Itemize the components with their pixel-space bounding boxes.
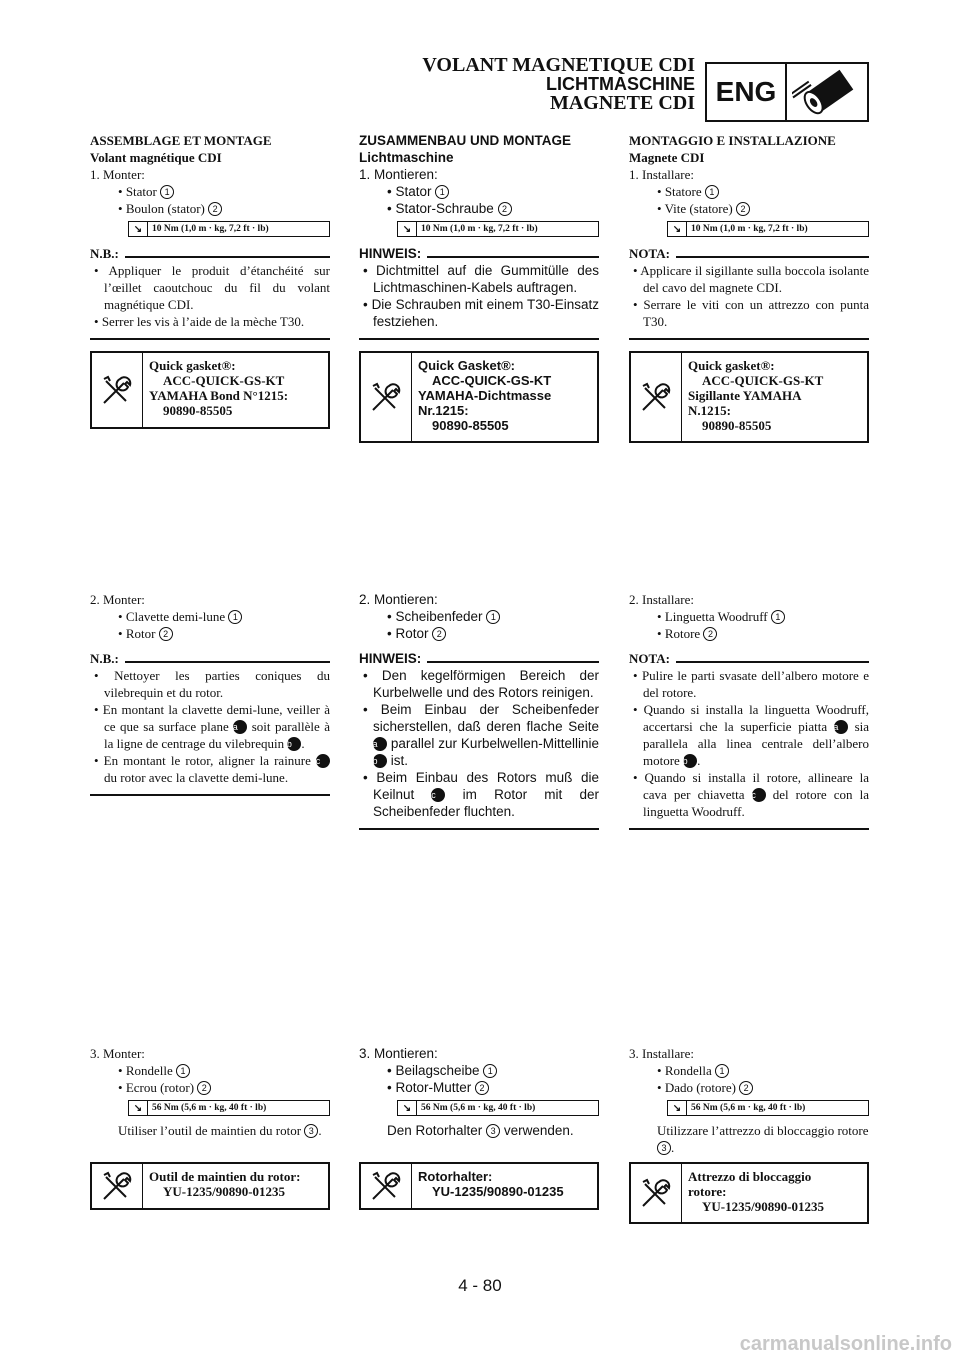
de-s1-torque: ↘ 10 Nm (1,0 m · kg, 7,2 ft · lb) [397, 221, 599, 237]
it-s2-item1: • Linguetta Woodruff 1 [629, 608, 869, 625]
wrench-icon: ↘ [668, 1101, 687, 1115]
it-step3-block [629, 1045, 869, 1156]
de-step-3: 3. Montieren: [359, 1046, 438, 1061]
title-fr: VOLANT MAGNETIQUE CDI [422, 54, 695, 76]
badge-label: ENG [707, 64, 787, 120]
it-s3-torque: ↘ 56 Nm (5,6 m · kg, 40 ft · lb) [667, 1100, 869, 1116]
fr-step-3: 3. Monter: [90, 1046, 145, 1061]
de-step1-block [359, 132, 599, 340]
tool-icon [631, 1164, 682, 1222]
tool-icon [631, 353, 682, 441]
fr-step1-block [90, 132, 330, 340]
engine-piston-icon [787, 64, 867, 120]
de-s3-torque: ↘ 56 Nm (5,6 m · kg, 40 ft · lb) [397, 1100, 599, 1116]
fr-step-2: 2. Monter: [90, 592, 145, 607]
de-step-1: 1. Montieren: [359, 167, 438, 182]
it-sub-title: Magnete CDI [629, 150, 705, 165]
fr-step-1: 1. Monter: [90, 167, 145, 182]
fr-s2-bullet2: • En montant la clavette demi-lune, veiller à ce que sa surface plane a soit parallèle à la ligne de centrage du vilebrequin b . [90, 701, 330, 752]
fr-tool-box-1: Quick gasket®: ACC-QUICK-GS-KT YAMAHA Bond N°1215: 90890-85505 [90, 351, 330, 429]
de-tool-box-2: Rotorhalter: YU-1235/90890-01235 [359, 1162, 599, 1210]
tool-icon [361, 1164, 412, 1208]
it-step-2: 2. Installare: [629, 592, 694, 607]
watermark: carmanualsonline.info [739, 1333, 952, 1355]
it-s2-bullet3: • Quando si installa il rotore, allineare la cava per chiavetta c del rotore con la linguetta Woodruff. [629, 769, 869, 820]
de-s1-bullet1: • Dichtmittel auf die Gummitülle des Lichtmaschinen-Kabels auftragen. [359, 262, 599, 296]
de-s3-item1: • Beilagscheibe 1 [359, 1062, 599, 1079]
it-section-title: MONTAGGIO E INSTALLAZIONE [629, 133, 836, 148]
de-s3-item2: • Rotor-Mutter 2 [359, 1079, 599, 1096]
it-s1-item2: • Vite (statore) 2 [629, 200, 869, 217]
fr-sub-title: Volant magnétique CDI [90, 150, 222, 165]
fr-step2-block [90, 591, 330, 796]
wrench-icon: ↘ [398, 222, 417, 236]
fr-tool-box-2: Outil de maintien du rotor: YU-1235/90890-01235 [90, 1162, 330, 1210]
fr-s1-note-head: N.B.: [90, 245, 330, 262]
it-step1-block [629, 132, 869, 340]
header-titles [422, 56, 695, 113]
title-it: MAGNETE CDI [549, 92, 695, 114]
fr-s2-item2: • Rotor 2 [90, 625, 330, 642]
de-sub-title: Lichtmaschine [359, 150, 454, 165]
de-step3-block [359, 1045, 599, 1139]
wrench-icon: ↘ [398, 1101, 417, 1115]
fr-s1-item2: • Boulon (stator) 2 [90, 200, 330, 217]
fr-s2-item1: • Clavette demi-lune 1 [90, 608, 330, 625]
fr-s1-torque: ↘ 10 Nm (1,0 m · kg, 7,2 ft · lb) [128, 221, 330, 237]
fr-s1-item1: • Stator 1 [90, 183, 330, 200]
fr-s3-torque: ↘ 56 Nm (5,6 m · kg, 40 ft · lb) [128, 1100, 330, 1116]
fr-s3-item2: • Ecrou (rotor) 2 [90, 1079, 330, 1096]
it-s1-note-head: NOTA: [629, 245, 869, 262]
de-tool-box-1: Quick Gasket®: ACC-QUICK-GS-KT YAMAHA-Dichtmasse Nr.1215: 90890-85505 [359, 351, 599, 443]
it-s3-item2: • Dado (rotore) 2 [629, 1079, 869, 1096]
it-s1-item1: • Statore 1 [629, 183, 869, 200]
it-s3-item1: • Rondella 1 [629, 1062, 869, 1079]
it-s2-bullet2: • Quando si installa la linguetta Woodruff, accertarsi che la superficie piatta a sia parallela alla linea centrale dell’albero motore b . [629, 701, 869, 769]
it-s1-torque: ↘ 10 Nm (1,0 m · kg, 7,2 ft · lb) [667, 221, 869, 237]
fr-section-title: ASSEMBLAGE ET MONTAGE [90, 133, 272, 148]
title-de: LICHTMASCHINE [546, 74, 695, 94]
wrench-icon: ↘ [129, 222, 148, 236]
de-s2-item2: • Rotor 2 [359, 625, 599, 642]
de-s1-note-head: HINWEIS: [359, 245, 599, 262]
de-s1-item1: • Stator 1 [359, 183, 599, 200]
it-step2-block [629, 591, 869, 830]
de-s2-bullet3: • Beim Einbau des Rotors muß die Keilnut c im Rotor mit der Scheibenfeder fluchten. [359, 769, 599, 820]
it-tool-box-1: Quick gasket®: ACC-QUICK-GS-KT Sigillante YAMAHA N.1215: 90890-85505 [629, 351, 869, 443]
it-s3-cont: Utilizzare l’attrezzo di bloccaggio rotore 3 . [657, 1123, 869, 1155]
page-number: 4 - 80 [458, 1276, 502, 1295]
it-step-3: 3. Installare: [629, 1046, 694, 1061]
de-s1-item2: • Stator-Schraube 2 [359, 200, 599, 217]
tool-icon [92, 1164, 143, 1208]
tool-icon [361, 353, 412, 441]
it-tool-box-2: Attrezzo di bloccaggio rotore: YU-1235/90890-01235 [629, 1162, 869, 1224]
de-s2-item1: • Scheibenfeder 1 [359, 608, 599, 625]
fr-s2-note-head: N.B.: [90, 650, 330, 667]
de-s2-bullet1: • Den kegelförmigen Bereich der Kurbelwelle und des Rotors reinigen. [359, 667, 599, 701]
it-s1-bullet1: • Applicare il sigillante sulla boccola isolante del cavo del magnete CDI. [629, 262, 869, 296]
it-step-1: 1. Installare: [629, 167, 694, 182]
tool-icon [92, 353, 143, 427]
it-s2-bullet1: • Pulire le parti svasate dell’albero motore e del rotore. [629, 667, 869, 701]
de-s2-note-head: HINWEIS: [359, 650, 599, 667]
section-badge [705, 62, 869, 122]
fr-s3-item1: • Rondelle 1 [90, 1062, 330, 1079]
fr-s3-cont: Utiliser l’outil de maintien du rotor 3 . [118, 1123, 322, 1138]
it-s1-bullet2: • Serrare le viti con un attrezzo con punta T30. [629, 296, 869, 330]
fr-step3-block [90, 1045, 330, 1139]
de-section-title: ZUSAMMENBAU UND MONTAGE [359, 133, 571, 148]
de-s1-bullet2: • Die Schrauben mit einem T30-Einsatz festziehen. [359, 296, 599, 330]
wrench-icon: ↘ [129, 1101, 148, 1115]
de-step-2: 2. Montieren: [359, 592, 438, 607]
de-s2-bullet2: • Beim Einbau der Scheibenfeder sicherstellen, daß deren flache Seite a parallel zur Kurbelwellen-Mittellinie b ist. [359, 701, 599, 769]
it-s2-item2: • Rotore 2 [629, 625, 869, 642]
de-s3-cont: Den Rotorhalter 3 verwenden. [387, 1123, 574, 1138]
fr-s2-bullet1: • Nettoyer les parties coniques du vilebrequin et du rotor. [90, 667, 330, 701]
de-step2-block [359, 591, 599, 830]
fr-s1-bullet1: • Appliquer le produit d’étanchéité sur l’œillet caoutchouc du fil du volant magnétique CDI. [90, 262, 330, 313]
fr-s2-bullet3: • En montant le rotor, aligner la rainure c du rotor avec la clavette demi-lune. [90, 752, 330, 786]
wrench-icon: ↘ [668, 222, 687, 236]
it-s2-note-head: NOTA: [629, 650, 869, 667]
fr-s1-bullet2: • Serrer les vis à l’aide de la mèche T30. [90, 313, 330, 330]
